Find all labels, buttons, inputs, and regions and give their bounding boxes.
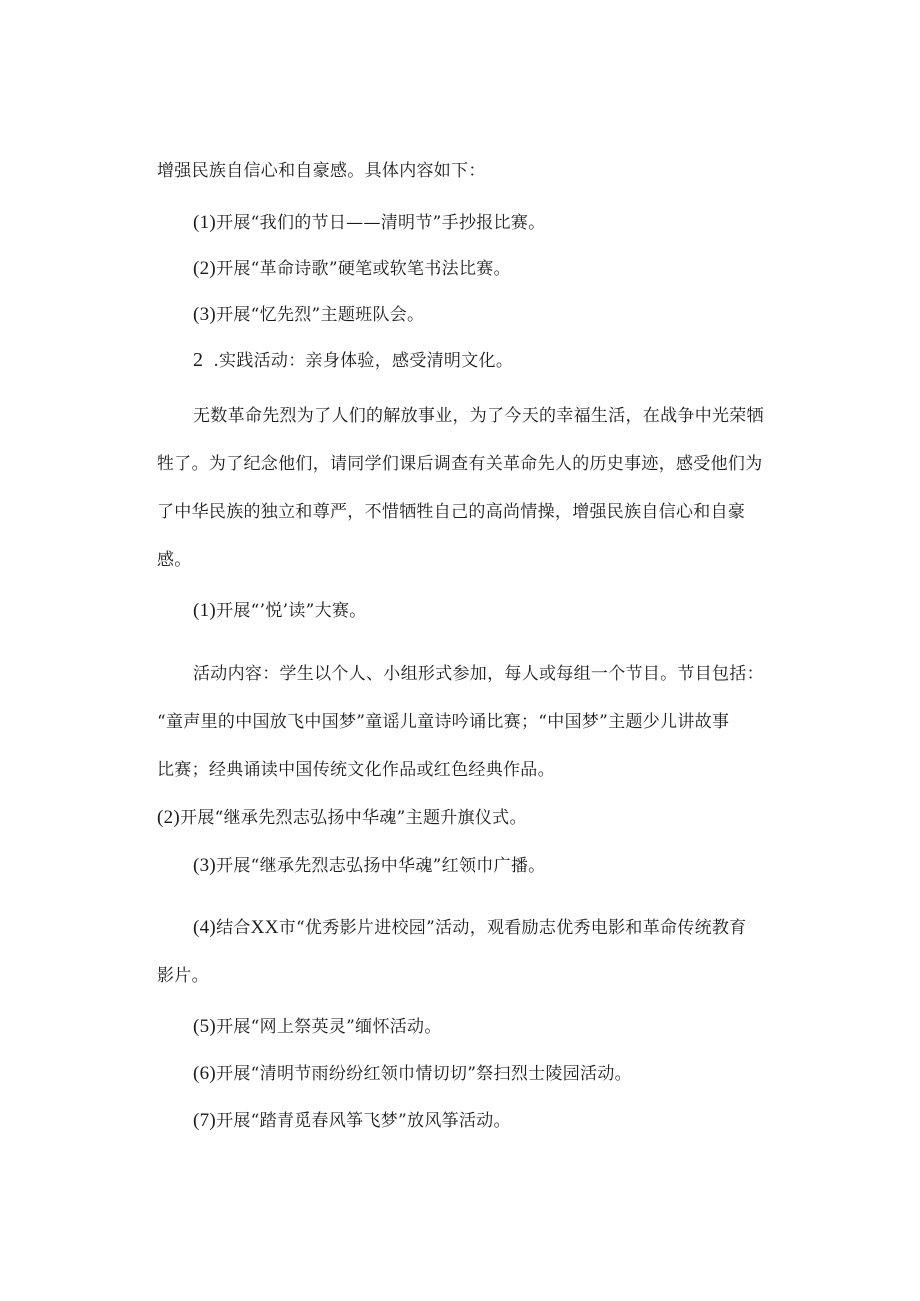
list-number: (3) — [193, 304, 217, 325]
list-item-a1 — [193, 212, 545, 234]
list-item-b7 — [193, 1110, 511, 1132]
list-item-a2 — [193, 258, 511, 280]
list-text: 开展“’悦’读”大赛。 — [216, 601, 367, 621]
list-text: 开展“踏青觅春风筝飞梦”放风筝活动。 — [216, 1111, 511, 1131]
paragraph-line: “童声里的中国放飞中国梦”童谣儿童诗吟诵比赛；“中国梦”主题少儿讲故事 — [157, 712, 730, 732]
list-item-b2 — [157, 807, 527, 829]
section-number: 2 — [193, 349, 204, 371]
paragraph-intro-end: 增强民族自信心和自豪感。具体内容如下： — [157, 161, 486, 181]
paragraph-line: 无数革命先烈为了人们的解放事业，为了今天的幸福生活，在战争中光荣牺 — [193, 406, 764, 426]
section-title: .实践活动：亲身体验，感受清明文化。 — [213, 351, 514, 371]
list-item-b4 — [193, 917, 747, 939]
list-text: 开展“革命诗歌”硬笔或软笔书法比赛。 — [216, 259, 511, 279]
list-text: 结合 — [216, 918, 251, 938]
paragraph-line: 活动内容：学生以个人、小组形式参加，每人或每组一个节目。节目包括： — [193, 664, 764, 684]
list-item-b3 — [193, 855, 545, 877]
city-placeholder: XX — [250, 917, 279, 938]
list-number: (4) — [193, 917, 217, 938]
paragraph-line: 感。 — [157, 550, 192, 570]
list-number: (1) — [193, 212, 217, 233]
paragraph-line: 了中华民族的独立和尊严，不惜牺牲自己的高尚情操，增强民族自信心和自豪 — [157, 502, 746, 522]
paragraph-line: 比赛；经典诵读中国传统文化作品或红色经典作品。 — [157, 760, 555, 780]
list-item-b5 — [193, 1016, 442, 1038]
list-number: (6) — [193, 1063, 217, 1084]
list-number: (3) — [193, 855, 217, 876]
list-text: 开展“继承先烈志弘扬中华魂”主题升旗仪式。 — [180, 808, 527, 828]
list-text: 开展“我们的节日——清明节”手抄报比赛。 — [216, 213, 546, 233]
list-text: 开展“清明节雨纷纷红领巾情切切”祭扫烈士陵园活动。 — [216, 1064, 632, 1084]
list-item-a3 — [193, 304, 424, 326]
list-item-b1 — [193, 600, 367, 622]
list-number: (7) — [193, 1110, 217, 1131]
list-item-b6 — [193, 1063, 632, 1085]
list-text: 开展“继承先烈志弘扬中华魂”红领巾广播。 — [216, 856, 546, 876]
list-text: 开展“忆先烈”主题班队会。 — [216, 305, 425, 325]
list-number: (5) — [193, 1016, 217, 1037]
list-number: (1) — [193, 600, 217, 621]
list-text: 市“优秀影片进校园”活动，观看励志优秀电影和革命传统教育 — [278, 918, 747, 938]
list-number: (2) — [193, 258, 217, 279]
paragraph-line: 牲了。为了纪念他们，请同学们课后调查有关革命先人的历史事迹，感受他们为 — [157, 454, 763, 474]
section-heading-2 — [193, 349, 513, 372]
list-number: (2) — [157, 807, 181, 828]
list-text: 开展“网上祭英灵”缅怀活动。 — [216, 1017, 442, 1037]
paragraph-line: 影片。 — [157, 966, 209, 986]
